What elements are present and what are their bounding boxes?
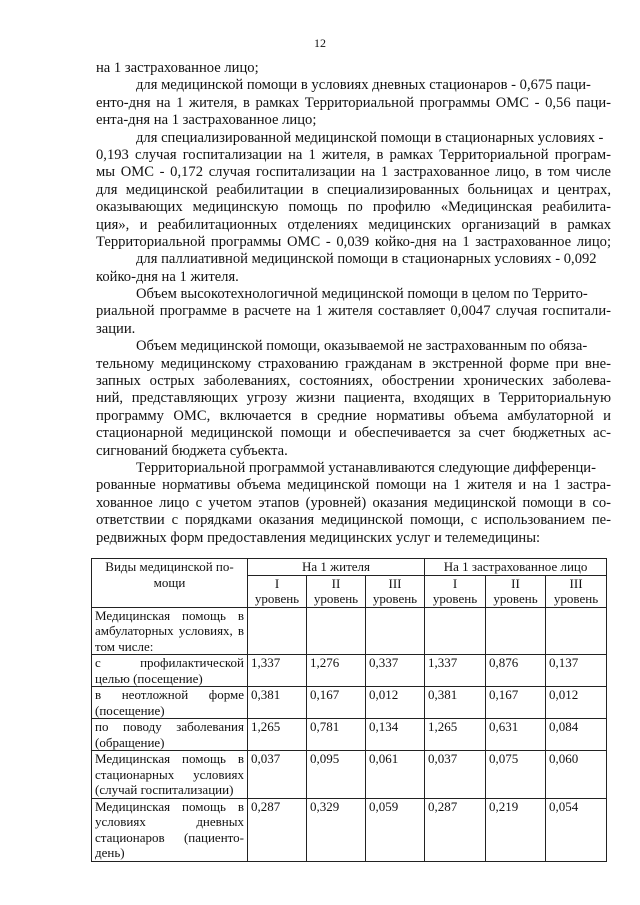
paragraph (96, 130, 611, 252)
row-label: Медицинская помощь в условиях дневных стационаров (пациенто-день) (92, 798, 248, 861)
header-per-insured: На 1 застрахованное лицо (425, 559, 607, 576)
text-line: Объем медицинской помощи, оказываемой не застрахованным по обяза- (136, 338, 588, 355)
table-cell-value: 1,265 (425, 719, 486, 751)
table-row (92, 655, 607, 687)
table-row (92, 687, 607, 719)
body-text (96, 60, 611, 547)
table-cell-value: 1,265 (248, 719, 307, 751)
table-cell-value: 1,337 (248, 655, 307, 687)
table-cell-value: 0,631 (486, 719, 546, 751)
table-row (92, 719, 607, 751)
text-line: рованные нормативы объема медицинской помощи на 1 жителя и на 1 застра- (96, 477, 611, 494)
level-word: уровень (553, 591, 599, 606)
table-cell-value: 0,060 (546, 751, 607, 799)
level-number: I (452, 575, 458, 591)
text-line: на 1 застрахованное лицо; (96, 60, 259, 76)
header-level (307, 575, 366, 607)
row-label: в неотложной форме (посещение) (92, 687, 248, 719)
table-cell-value: 0,876 (486, 655, 546, 687)
text-line: для специализированной медицинской помощи в стационарных условиях - (136, 129, 604, 146)
table-cell-value: 0,054 (546, 798, 607, 861)
table-header-row (92, 559, 607, 576)
text-line: ция», и реабилитационных отделениях медицинских организаций в рамках (96, 216, 611, 233)
header-level (248, 575, 307, 607)
text-line: Объем высокотехнологичной медицинской помощи в целом по Террито- (136, 286, 588, 303)
table-row (92, 751, 607, 799)
table-cell-value: 0,381 (248, 687, 307, 719)
header-care-type-line-2: мощи (153, 574, 186, 590)
table-cell-value: 0,059 (366, 798, 425, 861)
level-word: уровень (254, 591, 300, 606)
table-cell-value: 0,781 (307, 719, 366, 751)
level-number: III (388, 575, 402, 591)
table-cell-value: 0,061 (366, 751, 425, 799)
table-cell-value: 0,337 (366, 655, 425, 687)
paragraph (96, 77, 611, 129)
header-level (546, 575, 607, 607)
level-number: II (511, 575, 520, 591)
table-cell-value (486, 607, 546, 655)
table-cell-value: 0,134 (366, 719, 425, 751)
row-label: по поводу заболевания (обращение) (92, 719, 248, 751)
table-cell-value: 0,329 (307, 798, 366, 861)
level-number: II (331, 575, 341, 591)
table-cell-value (366, 607, 425, 655)
header-per-resident: На 1 жителя (248, 559, 425, 576)
header-level (425, 575, 486, 607)
table-cell-value: 0,287 (425, 798, 486, 861)
paragraph (96, 251, 611, 286)
table-cell-value: 0,084 (546, 719, 607, 751)
text-line: риальной программе в расчете на 1 жителя составляет 0,0047 случая госпитали- (96, 303, 611, 320)
table-cell-value (425, 607, 486, 655)
text-line: ний, представляющих угрозу жизни пациента, входящих в Территориальную (96, 390, 611, 407)
text-line: запных острых заболеваниях, состояниях, обострении хронических заболева- (96, 373, 611, 390)
table-cell-value: 0,012 (366, 687, 425, 719)
table-cell-value: 0,037 (248, 751, 307, 799)
level-number: III (569, 575, 583, 591)
text-line: Территориальной программой устанавливаются следующие дифференци- (136, 459, 596, 476)
paragraph (96, 460, 611, 547)
text-line: енто-дня на 1 жителя, в рамках Территориальной программы ОМС - 0,56 паци- (96, 94, 611, 111)
text-line: сигнований бюджета субъекта. (96, 442, 288, 459)
row-label: Медицинская помощь в амбулаторных условиях, в том числе: (92, 607, 248, 655)
table-cell-value: 0,037 (425, 751, 486, 799)
header-level (486, 575, 546, 607)
text-line: редвижных форм предоставления медицинских услуг и телемедицины: (96, 529, 541, 546)
text-line: Территориальной программы ОМС - 0,039 койко-дня на 1 застрахованное лицо; (96, 233, 611, 250)
level-word: уровень (313, 591, 359, 606)
page-number: 12 (314, 36, 326, 50)
table-cell-value: 0,167 (486, 687, 546, 719)
text-line: ента-дня на 1 застрахованное лицо; (96, 112, 317, 129)
table-cell-value: 0,381 (425, 687, 486, 719)
level-number: I (274, 575, 280, 591)
text-line: для паллиативной медицинской помощи в стационарных условиях - 0,092 (136, 251, 597, 268)
table-cell-value: 0,137 (546, 655, 607, 687)
text-line: хованное лицо с учетом этапов (уровней) оказания медицинской помощи в со- (96, 494, 611, 511)
text-line: стационарной медицинской помощи и обеспечивается за счет бюджетных ас- (96, 425, 611, 442)
text-line: программу ОМС, включается в средние нормативы объема амбулаторной и (96, 407, 611, 424)
table-cell-value (248, 607, 307, 655)
paragraph (96, 338, 611, 460)
text-line: для медицинской помощи в условиях дневных стационаров - 0,675 паци- (136, 77, 591, 94)
header-care-type-line-1: Виды медицинской по- (105, 559, 234, 574)
table-row (92, 798, 607, 861)
table-cell-value: 0,075 (486, 751, 546, 799)
text-line: мы ОМС - 0,172 случая госпитализации на 1 застрахованное лицо, в том числе (96, 164, 611, 181)
table-cell-value (307, 607, 366, 655)
table-cell-value: 0,095 (307, 751, 366, 799)
table-row (92, 607, 607, 655)
level-word: уровень (372, 591, 418, 606)
table-cell-value: 1,337 (425, 655, 486, 687)
table-cell-value: 0,219 (486, 798, 546, 861)
text-line: зации. (96, 320, 136, 337)
row-label: с профилактической целью (посещение) (92, 655, 248, 687)
text-line: тельному медицинскому страхованию гражданам в экстренной форме при вне- (96, 355, 611, 372)
header-level (366, 575, 425, 607)
table-cell-value: 0,012 (546, 687, 607, 719)
text-line: ответствии с порядками оказания медицинской помощи, с использованием пе- (96, 512, 611, 529)
table-cell-value (546, 607, 607, 655)
table-cell-value: 1,276 (307, 655, 366, 687)
table-cell-value: 0,167 (307, 687, 366, 719)
row-label: Медицинская помощь в стационарных условиях (случай госпитализации) (92, 751, 248, 799)
table-cell-value: 0,287 (248, 798, 307, 861)
text-line: 0,193 случая госпитализации на 1 жителя, в рамках Территориальной програм- (96, 146, 611, 163)
text-line: для медицинской реабилитации в специализированных больницах и центрах, (96, 181, 611, 198)
text-line: оказывающих медицинскую помощь по профилю «Медицинская реабилита- (96, 199, 611, 216)
level-word: уровень (493, 591, 538, 606)
text-line: койко-дня на 1 жителя. (96, 268, 239, 285)
level-word: уровень (432, 591, 478, 606)
paragraph (96, 286, 611, 338)
paragraph (96, 60, 611, 77)
table-body (92, 607, 607, 861)
norms-table (91, 558, 607, 862)
header-care-type (92, 559, 248, 608)
